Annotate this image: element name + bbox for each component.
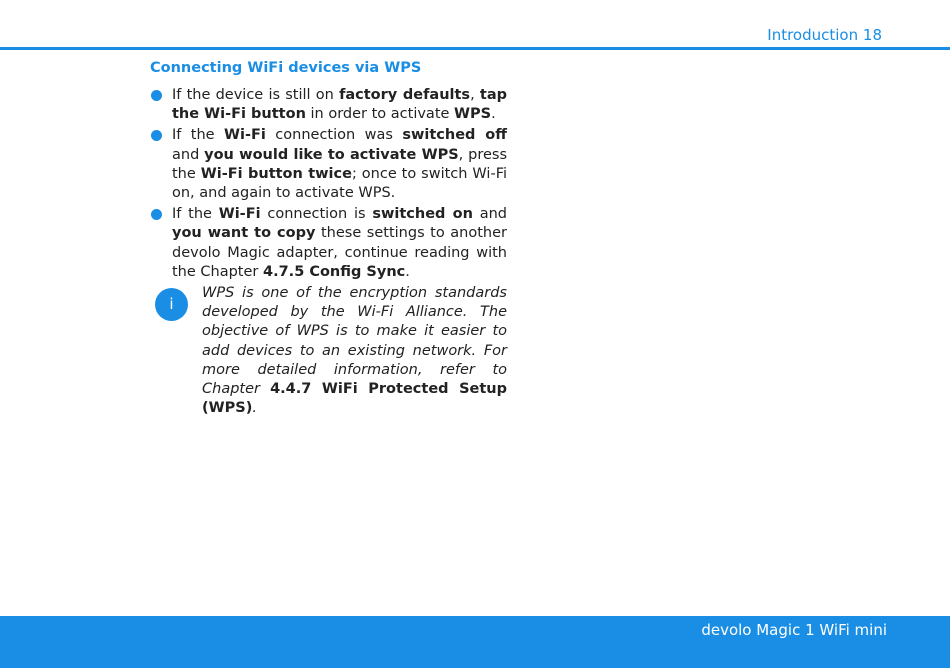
chapter-link: 4.4.7 WiFi Protected Setup (WPS) — [202, 381, 507, 417]
page-number: 18 — [862, 26, 882, 44]
bullet-text: If the device is still on factory defaults, tap the Wi-Fi button in order to activate WPS. — [172, 87, 507, 123]
chapter-link: 4.7.5 Config Sync — [263, 263, 406, 280]
list-item — [150, 86, 507, 124]
page-footer — [0, 616, 950, 668]
list-item — [150, 205, 507, 282]
bullet-dot-icon — [151, 130, 162, 141]
list-item — [150, 126, 507, 203]
header-rule — [0, 47, 950, 50]
info-note — [150, 284, 507, 418]
bullet-list — [150, 86, 507, 282]
bullet-dot-icon — [151, 209, 162, 220]
info-icon: i — [155, 288, 188, 321]
info-note-text: WPS is one of the encryption standards developed by the Wi-Fi Alliance. The objective of WPS is to make it easier to add devices to an existing network. For more detailed information, refer to Chapter 4.4.7 WiFi Protected Setup (WPS). — [202, 285, 507, 417]
header-section-title: Introduction — [767, 26, 859, 44]
bullet-text: If the Wi-Fi connection was switched off and you would like to activate WPS, press the Wi-Fi button twice; once to switch Wi-Fi on, and again to activate WPS. — [172, 127, 508, 202]
bullet-text: If the Wi-Fi connection is switched on and you want to copy these settings to another devolo Magic adapter, continue reading with the Chapter 4.7.5 Config Sync. — [172, 206, 507, 280]
bullet-dot-icon — [151, 90, 162, 101]
page-header — [767, 26, 882, 44]
main-content — [150, 58, 507, 418]
section-title: Connecting WiFi devices via WPS — [150, 60, 422, 76]
footer-product-name: devolo Magic 1 WiFi mini — [701, 621, 887, 639]
